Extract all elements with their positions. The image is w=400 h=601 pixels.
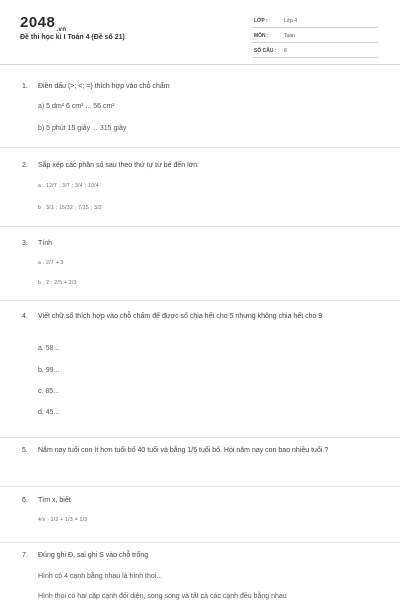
question-stem: Viết chữ số thích hợp vào chỗ chấm để được số chia hết cho 5 nhưng không chia hết cho 9	[38, 313, 323, 320]
option-b: b. 99...	[38, 367, 60, 374]
question-stem: Đúng ghi Đ, sai ghi S vào chỗ trống	[38, 552, 149, 559]
option-b: b . 3/1 ; 15/32 ; 7/15 ; 3/2	[38, 205, 102, 211]
question-number: 4.	[22, 313, 28, 320]
option-b: b . 2 : 2/5 + 2/3	[38, 280, 77, 286]
meta-class	[252, 16, 378, 28]
question-5	[0, 438, 400, 487]
question-7	[0, 543, 400, 601]
option-a: a . 12/7 ; 3/7 ; 3/4 ; 10/4	[38, 183, 99, 189]
exam-title: Đề thi học kì I Toán 4 (Đề số 21)	[20, 34, 125, 41]
option-a: a. 58...	[38, 345, 60, 352]
exam-header	[0, 0, 400, 65]
meta-class-label: LỚP :	[254, 18, 268, 24]
question-number: 3.	[22, 240, 28, 247]
meta-subject	[252, 31, 378, 43]
equation: 4/x : 1/2 + 1/3 = 1/3	[38, 517, 88, 523]
question-stem: Tính	[38, 240, 53, 247]
question-number: 6.	[22, 497, 28, 504]
meta-question-count-value: 8	[284, 48, 287, 54]
meta-subject-label: MÔN :	[254, 33, 269, 39]
option-c: c. 85...	[38, 388, 60, 395]
site-logo[interactable]: $2048_{.vn}$	[20, 14, 67, 33]
question-stem: Tìm x, biết	[38, 497, 71, 504]
question-6	[0, 487, 400, 543]
question-number: 2.	[22, 162, 28, 169]
option-b: b) 5 phút 15 giây ... 315 giây	[38, 125, 127, 132]
meta-question-count	[252, 46, 378, 58]
question-3	[0, 227, 400, 301]
statement-1: Hình có 4 cạnh bằng nhau là hình thoi...	[38, 573, 163, 580]
question-stem: Sắp xếp các phân số sau theo thứ tự từ bé đến lớn:	[38, 162, 200, 169]
meta-question-count-label: SỐ CÂU :	[254, 48, 277, 54]
question-stem: Điền dấu (>; <; =) thích hợp vào chỗ chấm	[38, 83, 170, 90]
question-number: 7.	[22, 552, 28, 559]
statement-2: Hình thoi có hai cặp cạnh đối diện, song song và tất cả các cạnh đều bằng nhau	[38, 593, 287, 600]
meta-subject-value: Toán	[284, 33, 295, 39]
option-a: a) 5 dm² 6 cm² ... 56 cm²	[38, 103, 115, 110]
option-a: a . 2/7 + 3	[38, 260, 64, 266]
meta-class-value: Lớp 4	[284, 18, 298, 24]
question-2	[0, 148, 400, 227]
question-stem: Năm nay tuổi con ít hơn tuổi bố 40 tuổi và bằng 1/5 tuổi bố. Hỏi năm nay con bao nhiêu tuổi ?	[38, 447, 329, 454]
question-number: 5.	[22, 447, 28, 454]
question-4	[0, 301, 400, 438]
question-1	[0, 65, 400, 148]
question-number: 1.	[22, 83, 28, 90]
option-d: d. 45...	[38, 409, 60, 416]
